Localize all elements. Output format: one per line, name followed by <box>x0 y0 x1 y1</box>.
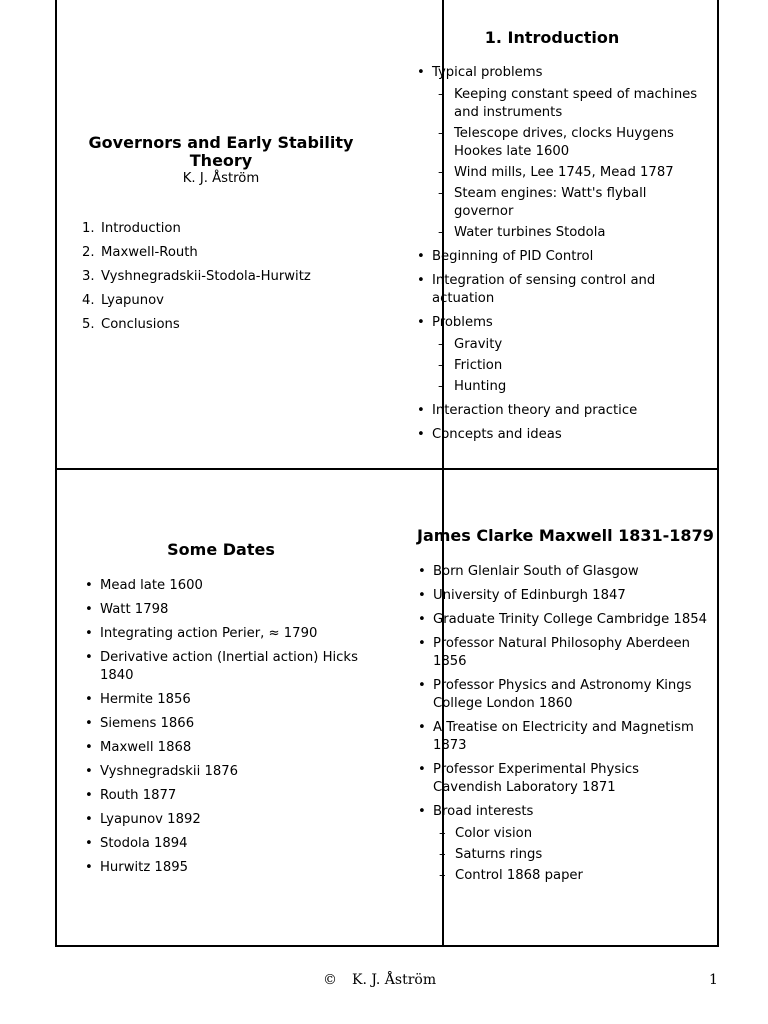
list-item: • Watt 1798 <box>85 602 169 617</box>
copyright-icon: © <box>323 972 337 988</box>
maxwell-list <box>417 563 707 891</box>
list-item: • Stodola 1894 <box>85 836 188 851</box>
sub-item: – Steam engines: Watt's flyball governor <box>438 186 647 219</box>
outline-item: 2. Maxwell-Routh <box>82 245 198 260</box>
list-item: • Routh 1877 <box>85 788 177 803</box>
sub-item: – Keeping constant speed of machines and instruments <box>438 87 698 120</box>
outline-item: 4. Lyapunov <box>82 293 164 308</box>
sub-item: – Control 1868 paper <box>439 868 583 883</box>
list-item: • Concepts and ideas <box>417 427 562 442</box>
outline-item: 1. Introduction <box>82 221 181 236</box>
outline-item: 3. Vyshnegradskii-Stodola-Hurwitz <box>82 269 311 284</box>
footer-author: K. J. Åström <box>352 972 437 988</box>
sub-item: – Friction <box>438 358 503 373</box>
list-item: • Professor Experimental Physics Cavendish Laboratory 1871 <box>418 762 640 795</box>
maxwell-heading: James Clarke Maxwell 1831-1879 <box>417 526 714 545</box>
list-item: • Beginning of PID Control <box>417 249 594 264</box>
list-item: • Siemens 1866 <box>85 716 195 731</box>
list-item: • Hurwitz 1895 <box>85 860 188 875</box>
dates-list <box>84 577 374 883</box>
sub-item: – Wind mills, Lee 1745, Mead 1787 <box>438 165 674 180</box>
list-item: • Maxwell 1868 <box>85 740 192 755</box>
sub-item: – Hunting <box>438 379 507 394</box>
sub-item: – Water turbines Stodola <box>438 225 606 240</box>
outline-item: 5. Conclusions <box>82 317 180 332</box>
intro-heading: 1. Introduction <box>484 28 620 47</box>
title-slide-heading: Governors and Early Stability Theory <box>88 133 354 170</box>
horizontal-divider <box>57 468 717 470</box>
list-item: • Broad interests – Color vision – Saturns rings – Control 1868 paper <box>417 803 707 885</box>
list-item: • Professor Natural Philosophy Aberdeen 1856 <box>418 636 690 669</box>
list-item: • Typical problems – Keeping constant speed of machines and instruments – Telescope drives, clocks Huygens Hookes late 1600 – Wind mills, Lee 1745, Mead 1787 – Steam engines: Watt's flyball governor – Water turbines Stodola <box>416 64 706 242</box>
list-item: • Hermite 1856 <box>85 692 191 707</box>
dates-heading: Some Dates <box>167 540 275 559</box>
sub-item: – Telescope drives, clocks Huygens Hookes late 1600 <box>438 126 674 159</box>
title-slide-author: K. J. Åström <box>182 171 260 186</box>
list-item: • Lyapunov 1892 <box>85 812 201 827</box>
sub-item: – Color vision <box>439 826 533 841</box>
list-item: • Interaction theory and practice <box>417 403 638 418</box>
list-item: • Graduate Trinity College Cambridge 1854 <box>418 612 707 627</box>
page-number: 1 <box>709 972 718 988</box>
list-item: • Problems – Gravity – Friction – Hunting <box>416 314 706 396</box>
list-item: • Professor Physics and Astronomy Kings College London 1860 <box>418 678 692 711</box>
sub-item: – Gravity <box>438 337 503 352</box>
intro-list <box>416 64 706 450</box>
list-item: • Integration of sensing control and actuation <box>417 273 656 306</box>
sub-item: – Saturns rings <box>439 847 543 862</box>
list-item: • A Treatise on Electricity and Magnetism 1873 <box>418 720 694 753</box>
list-item: • Born Glenlair South of Glasgow <box>418 564 639 579</box>
list-item: • Derivative action (Inertial action) Hicks 1840 <box>85 650 358 683</box>
list-item: • Vyshnegradskii 1876 <box>85 764 239 779</box>
list-item: • University of Edinburgh 1847 <box>418 588 626 603</box>
outline-list <box>82 220 382 340</box>
list-item: • Mead late 1600 <box>85 578 203 593</box>
list-item: • Integrating action Perier, ≈ 1790 <box>85 626 318 641</box>
